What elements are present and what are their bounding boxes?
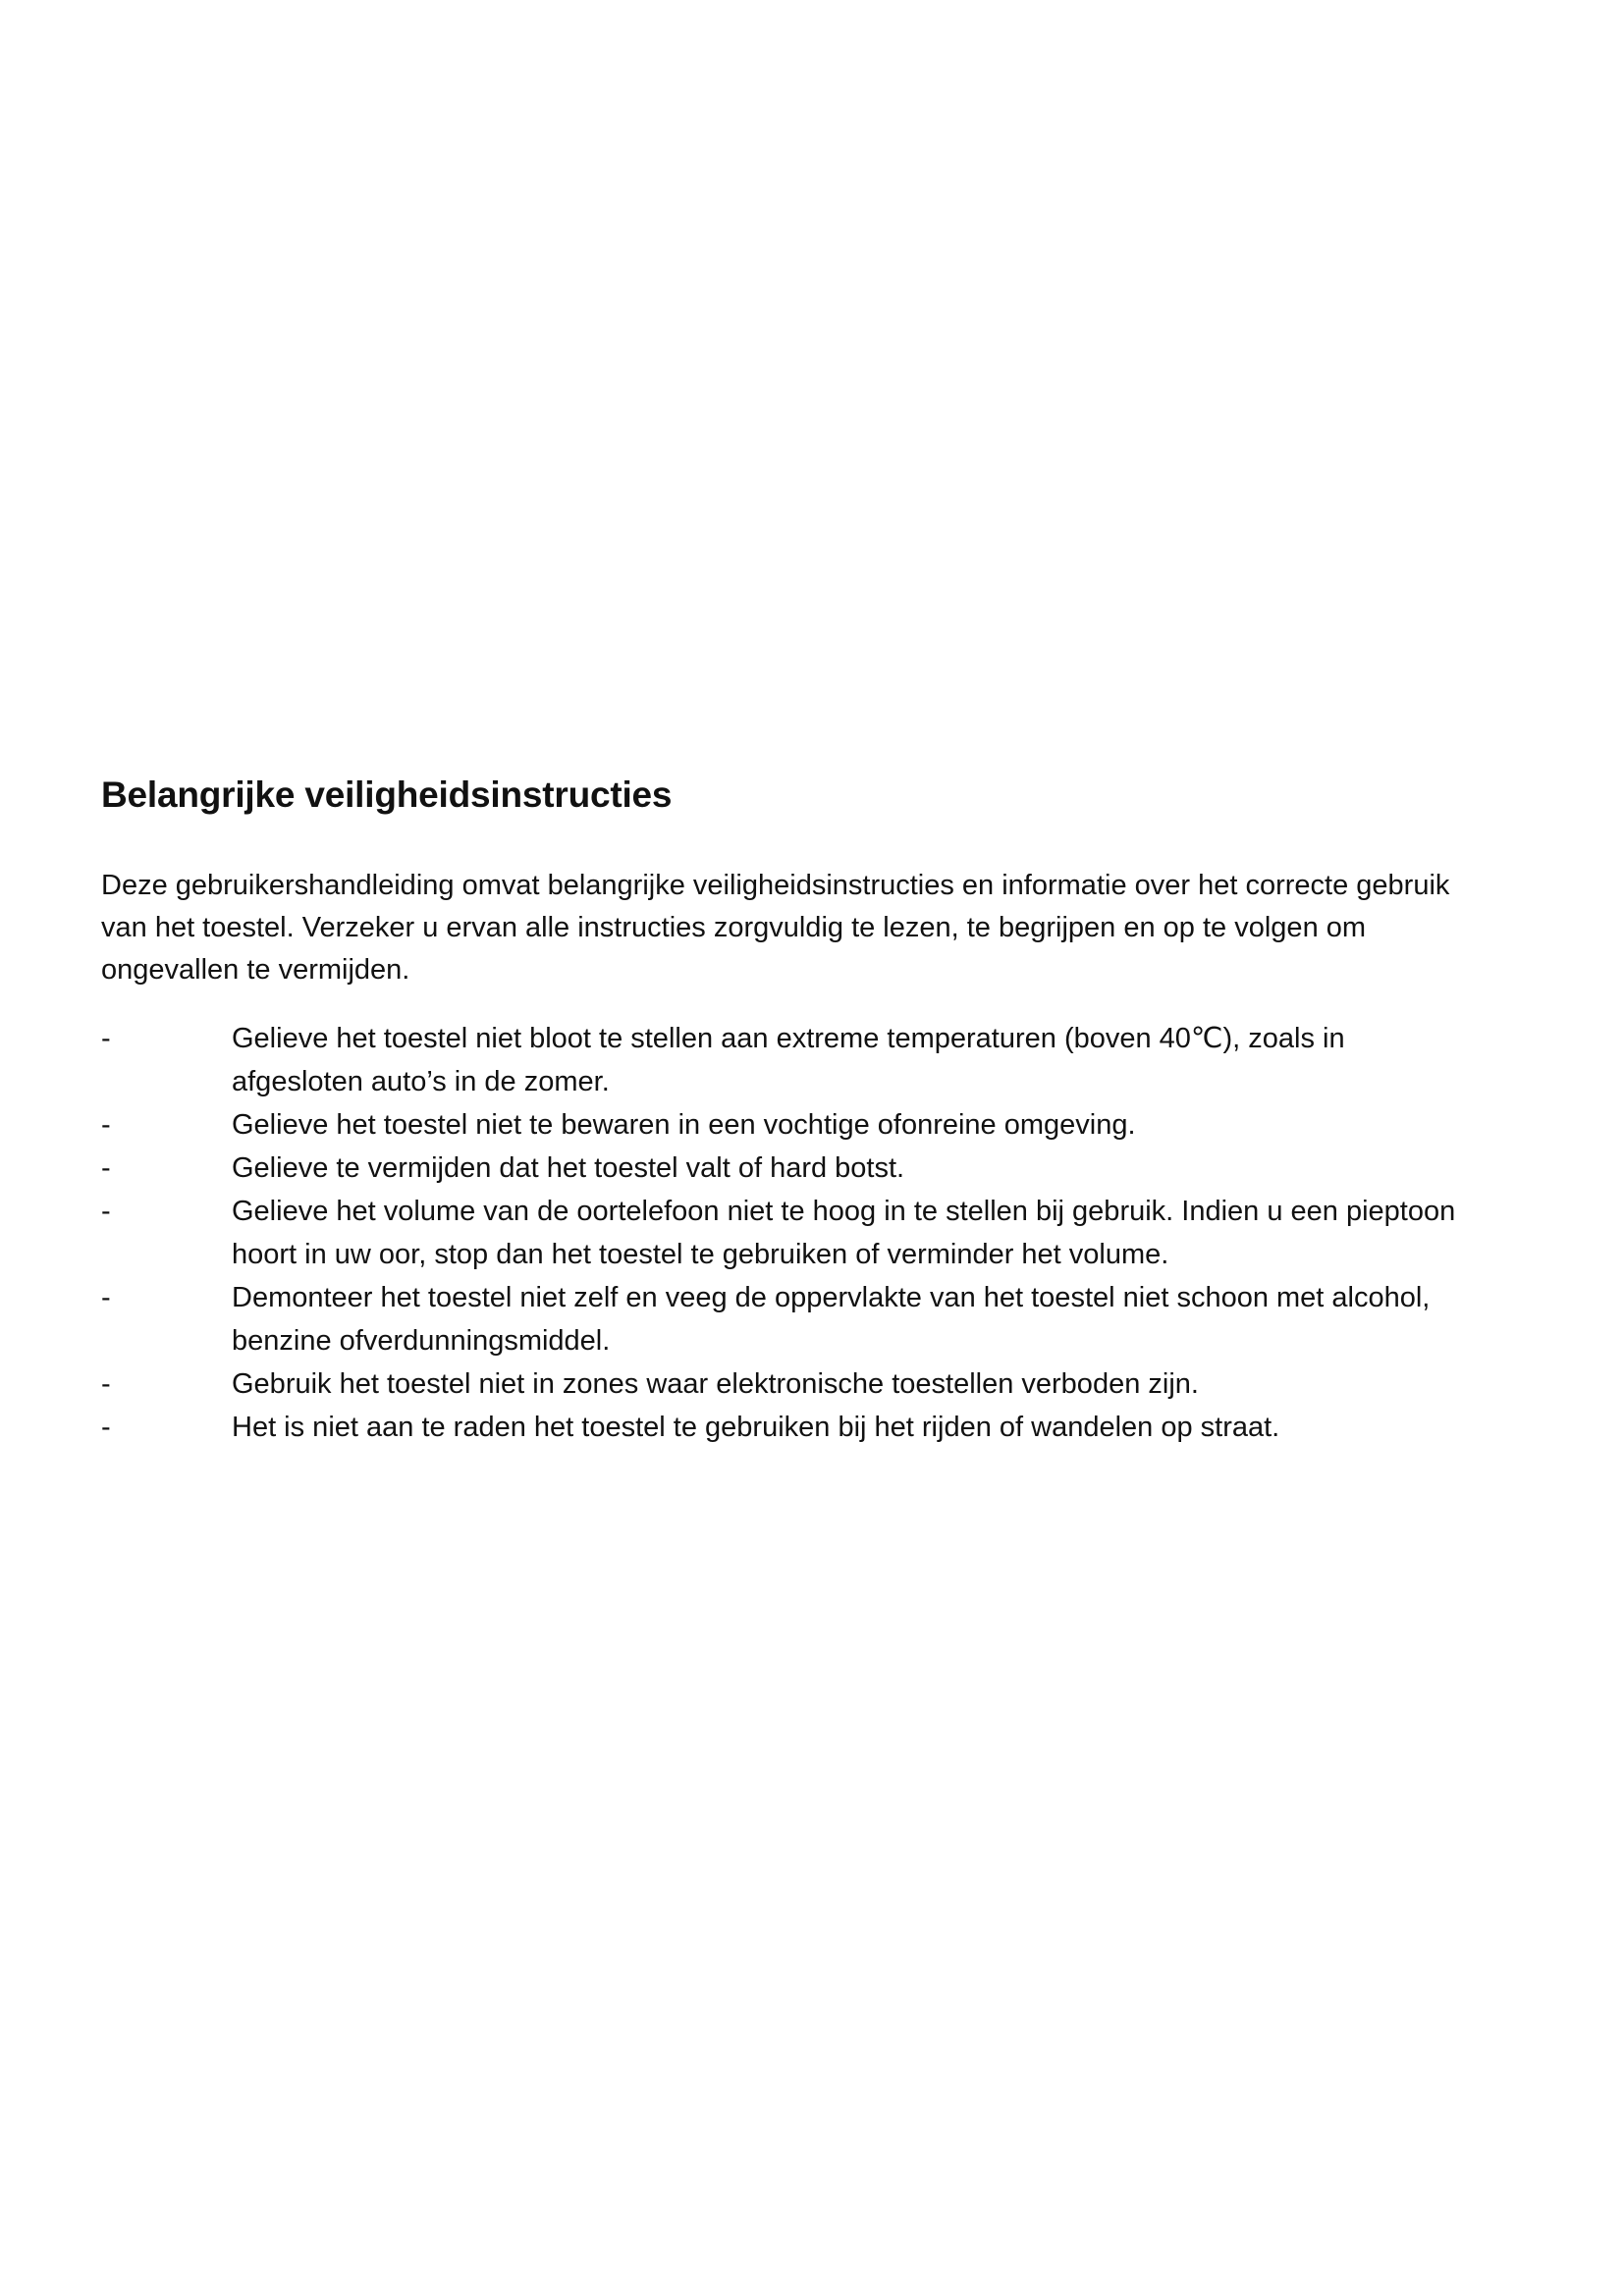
list-item [101,1362,1515,1406]
list-item-text: Gelieve het toestel niet te bewaren in een vochtige ofonreine omgeving. [232,1109,1136,1141]
page-title: Belangrijke veiligheidsinstructies [101,774,673,815]
bullet-dash: - [101,1282,111,1313]
list-item [101,1017,1515,1103]
safety-instructions-list [101,1017,1515,1449]
bullet-dash: - [101,1196,111,1227]
list-item [101,1147,1515,1190]
list-item-text: Demonteer het toestel niet zelf en veeg de oppervlakte van het toestel niet schoon met alcohol, benzine ofverdunningsmiddel. [232,1282,1431,1357]
list-item [101,1103,1515,1147]
list-item [101,1190,1515,1276]
list-item-text: Het is niet aan te raden het toestel te gebruiken bij het rijden of wandelen op straat. [232,1412,1280,1443]
list-item-text: Gebruik het toestel niet in zones waar elektronische toestellen verboden zijn. [232,1368,1199,1400]
bullet-dash: - [101,1023,111,1054]
document-content [101,771,1515,1449]
bullet-dash: - [101,1412,111,1443]
list-item-text: Gelieve het volume van de oortelefoon niet te hoog in te stellen bij gebruik. Indien u een pieptoon hoort in uw oor, stop dan het toestel te gebruiken of verminder het volume. [232,1196,1456,1270]
intro-paragraph: Deze gebruikershandleiding omvat belangrijke veiligheidsinstructies en informatie over het correcte gebruik van het toestel. Verzeker u ervan alle instructies zorgvuldig te lezen, te begrijpen en op te volgen om ongevallen te vermijden. [101,870,1450,986]
bullet-dash: - [101,1368,111,1400]
list-item [101,1276,1515,1362]
list-item-text: Gelieve te vermijden dat het toestel valt of hard botst. [232,1152,905,1184]
list-item-text: Gelieve het toestel niet bloot te stellen aan extreme temperaturen (boven 40℃), zoals in afgesloten auto’s in de zomer. [232,1023,1345,1097]
bullet-dash: - [101,1109,111,1141]
bullet-dash: - [101,1152,111,1184]
list-item [101,1406,1515,1449]
